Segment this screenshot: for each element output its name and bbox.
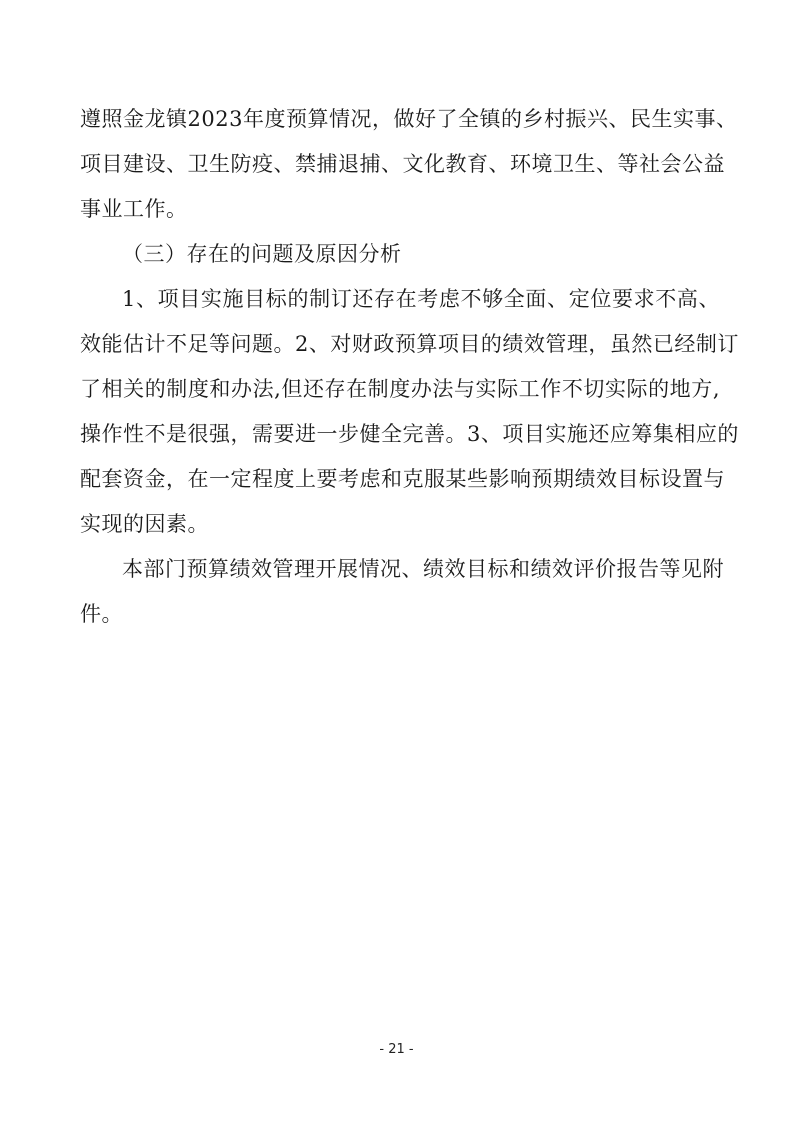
paragraph-3-line-1: 本部门预算绩效管理开展情况、绩效目标和绩效评价报告等见附	[122, 557, 724, 581]
paragraph-2-line-3: 了相关的制度和办法,但还存在制度办法与实际工作不切实际的地方,	[80, 377, 720, 401]
paragraph-2-line-2: 效能估计不足等问题。2、对财政预算项目的绩效管理，虽然已经制订	[80, 332, 739, 356]
section-heading: （三）存在的问题及原因分析	[122, 242, 402, 266]
paragraph-1-line-1: 遵照金龙镇2023年度预算情况，做好了全镇的乡村振兴、民生实事、	[80, 107, 738, 131]
paragraph-2-line-5: 配套资金，在一定程度上要考虑和克服某些影响预期绩效目标设置与	[80, 467, 725, 491]
paragraph-2-line-4: 操作性不是很强，需要进一步健全完善。3、项目实施还应筹集相应的	[80, 422, 739, 446]
paragraph-2-line-1: 1、项目实施目标的制订还存在考虑不够全面、定位要求不高、	[122, 287, 720, 311]
paragraph-2-line-6: 实现的因素。	[80, 512, 209, 536]
page-number: - 21 -	[379, 1042, 414, 1057]
paragraph-1-line-2: 项目建设、卫生防疫、禁捕退捕、文化教育、环境卫生、等社会公益	[80, 152, 725, 176]
paragraph-1-line-3: 事业工作。	[80, 197, 188, 221]
paragraph-3-line-2: 件。	[80, 602, 123, 626]
